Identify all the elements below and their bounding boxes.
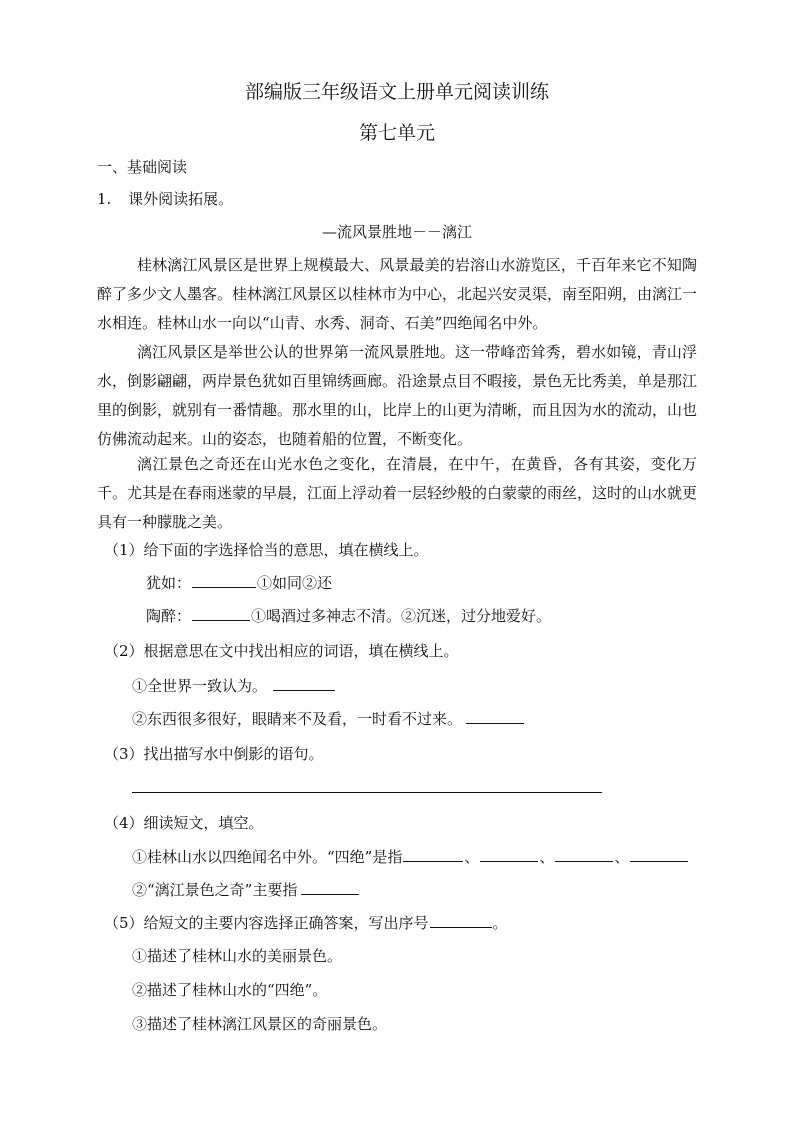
- separator: 、: [614, 848, 630, 866]
- q2-prompt: （2）根据意思在文中找出相应的词语，填在横线上。: [104, 642, 459, 660]
- q1-prompt: （1）给下面的字选择恰当的意思，填在横线上。: [104, 541, 429, 559]
- question-label: 课外阅读拓展。: [128, 190, 234, 208]
- q1-b-label: 陶醉：: [146, 607, 192, 625]
- q1-item-b: [146, 606, 551, 626]
- q2-b-text: ②东西很多很好，眼睛来不及看，一时看不过来。: [132, 710, 463, 728]
- article-title: —流风景胜地－－漓江: [321, 223, 472, 241]
- q5-end: 。: [492, 914, 508, 932]
- question-1-heading: [97, 189, 233, 209]
- q4-b-blank[interactable]: [301, 880, 359, 895]
- q5-option-2: ②描述了桂林山水的“四绝”。: [132, 981, 328, 999]
- q4-a-blank-3[interactable]: [555, 847, 613, 862]
- q4-a-blank-4[interactable]: [630, 847, 688, 862]
- q1-a-label: 犹如：: [146, 574, 192, 592]
- q1-item-a: [146, 573, 332, 593]
- q1-b-options: ①喝酒过多神志不清。②沉迷，过分地爱好。: [251, 607, 552, 625]
- q5-prompt: （5）给短文的主要内容选择正确答案，写出序号: [104, 914, 429, 932]
- q5-prompt-line: [104, 913, 508, 933]
- q4-a-blank-2[interactable]: [480, 847, 538, 862]
- q2-a-blank[interactable]: [273, 676, 335, 691]
- q4-item-a: [132, 847, 689, 867]
- separator: 、: [539, 848, 555, 866]
- question-number: 1.: [97, 190, 112, 208]
- q4-item-b: [132, 880, 360, 900]
- q1-b-blank[interactable]: [192, 606, 250, 621]
- article-paragraph-3: 漓江景色之奇还在山光水色之变化，在清晨，在中午，在黄昏，各有其姿，变化万千。尤其是在春雨迷蒙的早晨，江面上浮动着一层轻纱般的白蒙蒙的雨丝，这时的山水就更具有一种朦胧之美。: [97, 455, 698, 531]
- q2-item-a: [132, 676, 336, 696]
- q4-b-text: ②“漓江景色之奇”主要指: [132, 881, 298, 899]
- q5-option-1: ①描述了桂林山水的美丽景色。: [132, 947, 343, 965]
- q5-blank[interactable]: [430, 913, 492, 928]
- q1-a-options: ①如同②还: [257, 574, 333, 592]
- q3-answer-line[interactable]: [132, 792, 602, 793]
- q4-a-text: ①桂林山水以四绝闻名中外。“四绝”是指: [132, 848, 403, 866]
- q4-a-blank-1[interactable]: [403, 847, 463, 862]
- q2-a-text: ①全世界一致认为。: [132, 677, 268, 695]
- page-title: 部编版三年级语文上册单元阅读训练: [244, 81, 549, 103]
- q5-option-3: ③描述了桂林漓江风景区的奇丽景色。: [132, 1015, 388, 1033]
- q1-a-blank[interactable]: [192, 573, 256, 588]
- unit-subtitle: 第七单元: [358, 122, 435, 144]
- article-paragraph-2: 漓江风景区是举世公认的世界第一流风景胜地。这一带峰峦耸秀，碧水如镜，青山浮水，倒影翩翩，两岸景色犹如百里锦绣画廊。沿途景点目不暇接，景色无比秀美，单是那江里的倒影，就别有一番情趣。那水里的山，比岸上的山更为清晰，而且因为水的流动，山也仿佛流动起来。山的姿态，也随着船的位置，不断变化。: [97, 343, 698, 448]
- article-paragraph-1: 桂林漓江风景区是世界上规模最大、风景最美的岩溶山水游览区，千百年来它不知陶醉了多少文人墨客。桂林漓江风景区以桂林市为中心，北起兴安灵渠，南至阳朔，由漓江一水相连。桂林山水一向以“山青、水秀、洞奇、石美”四绝闻名中外。: [97, 256, 698, 332]
- separator: 、: [464, 848, 480, 866]
- q2-b-blank[interactable]: [466, 709, 524, 724]
- q3-prompt: （3）找出描写水中倒影的语句。: [104, 745, 324, 763]
- q4-prompt: （4）细读短文，填空。: [104, 814, 264, 832]
- section-heading: 一、基础阅读: [97, 158, 188, 176]
- q2-item-b: [132, 709, 525, 729]
